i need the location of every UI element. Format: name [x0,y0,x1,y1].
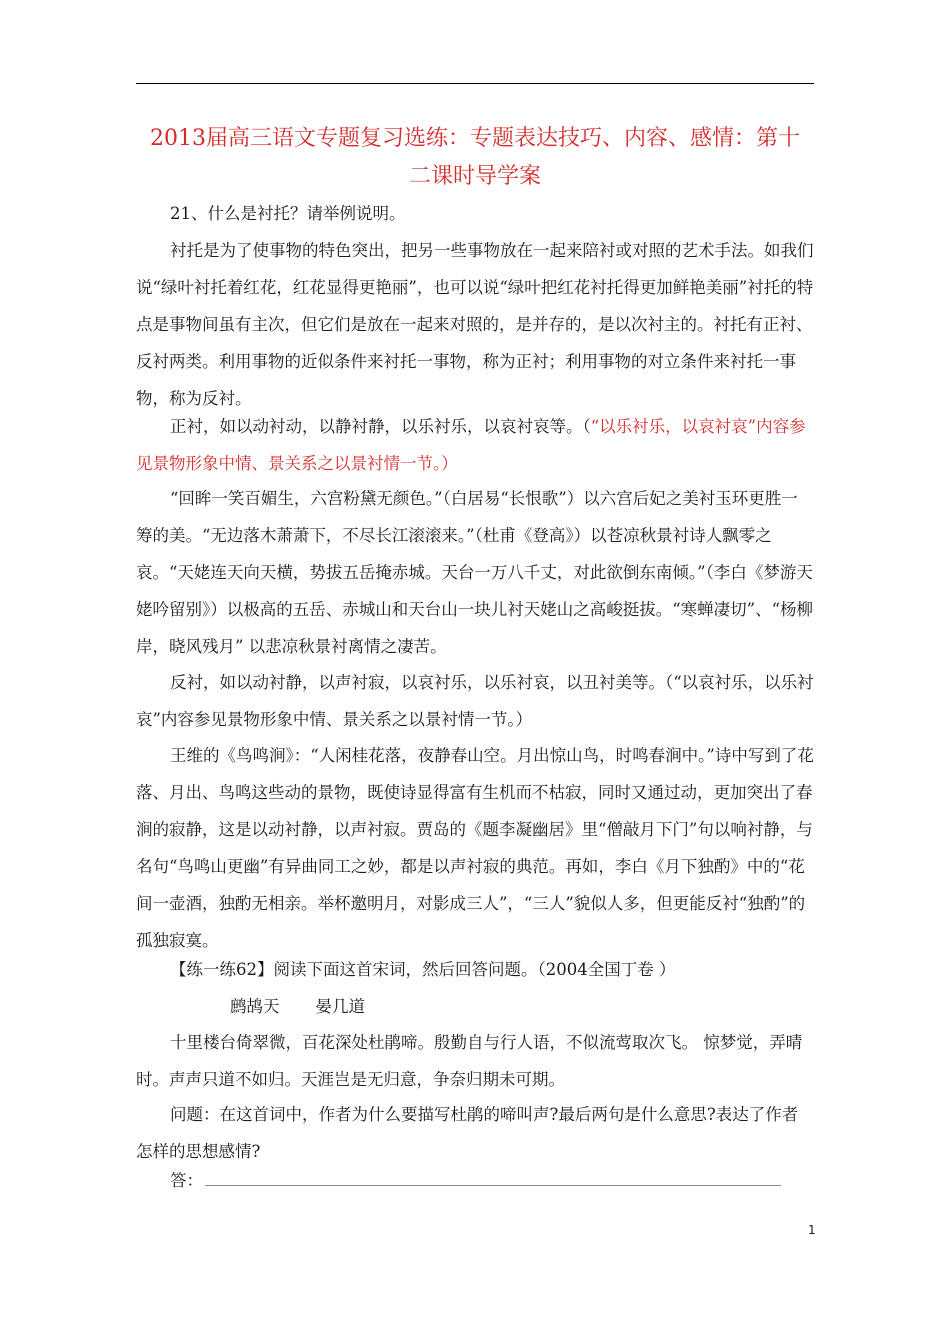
page-title [136,120,814,196]
header-rule [136,83,814,84]
poem-author: 晏几道 [315,997,365,1016]
poem-text: 十里楼台倚翠微，百花深处杜鹃啼。殷勤自与行人语，不似流莺取次飞。 惊梦觉，弄晴时。声声只道不如归。天涯岂是无归意，争奈归期未可期。 [136,1033,803,1089]
paragraph-wangwei: 王维的《鸟鸣涧》：“人闲桂花落，夜静春山空。月出惊山鸟，时鸣春涧中。”诗中写到了花落、月出、鸟鸣这些动的景物，既使诗显得富有生机而不枯寂，同时又通过动，更加突出了春涧的寂静，这是以动衬静，以声衬寂。贾岛的《题李凝幽居》里“僧敲月下门”句以响衬静，与名句“鸟鸣山更幽”有异曲同工之妙，都是以声衬寂的典范。再如，李白《月下独酌》中的“花间一壶酒，独酌无相亲。举杯邀明月，对影成三人”，“三人”貌似人多，但更能反衬“独酌”的孤独寂寞。 [136,746,814,950]
zhengchen-note: “以乐衬乐，以哀衬哀”内容参见景物形象中情、景关系之以景衬情一节。） [136,417,806,473]
paragraph-zhengchen [136,408,814,482]
answer-line[interactable] [205,1185,781,1186]
question-text: 问题：在这首词中，作者为什么要描写杜鹃的啼叫声?最后两句是什么意思?表达了作者怎样的思想感情? [136,1105,799,1161]
exercise-heading: 【练一练62】阅读下面这首宋词，然后回答问题。（2004全国丁卷 ） [170,960,676,979]
answer-label: 答： [170,1171,203,1190]
paragraph-definition: 衬托是为了使事物的特色突出，把另一些事物放在一起来陪衬或对照的艺术手法。如我们说“绿叶衬托着红花，红花显得更艳丽”，也可以说“绿叶把红花衬托得更加鲜艳美丽”衬托的特点是事物间虽有主次，但它们是放在一起来对照的，是并存的，是以次衬主的。衬托有正衬、反衬两类。利用事物的近似条件来衬托一事物，称为正衬；利用事物的对立条件来衬托一事物，称为反衬。 [136,241,814,408]
title-line-2: 二课时导学案 [408,164,541,189]
zhengchen-text: 正衬，如以动衬动，以静衬静，以乐衬乐，以哀衬哀等。（ [170,417,591,436]
paragraph-examples: “回眸一笑百媚生，六宫粉黛无颜色。”（白居易“长恨歌”）以六宫后妃之美衬玉环更胜一筹的美。“无边落木萧萧下，不尽长江滚滚来。”（杜甫《登高》）以苍凉秋景衬诗人飘零之哀。“天姥连天向天横，势拔五岳掩赤城。天台一万八千丈，对此欲倒东南倾。”（李白《梦游天姥吟留别》）以极高的五岳、赤城山和天台山一块儿衬天姥山之高峻挺拔。“寒蝉凄切”、“杨柳岸，晓风残月” 以悲凉秋景衬离情之凄苦。 [136,489,814,656]
poem-heading [230,988,401,1025]
poem-title: 鹧鸪天 [230,997,280,1016]
question-21: 21、什么是衬托？请举例说明。 [170,204,406,223]
page-number: 1 [808,1223,816,1237]
title-line-1: 2013届高三语文专题复习选练：专题表达技巧、内容、感情：第十 [150,126,800,151]
paragraph-fanchen: 反衬，如以动衬静，以声衬寂，以哀衬乐，以乐衬哀，以丑衬美等。（“以哀衬乐，以乐衬哀”内容参见景物形象中情、景关系之以景衬情一节。） [136,673,814,729]
